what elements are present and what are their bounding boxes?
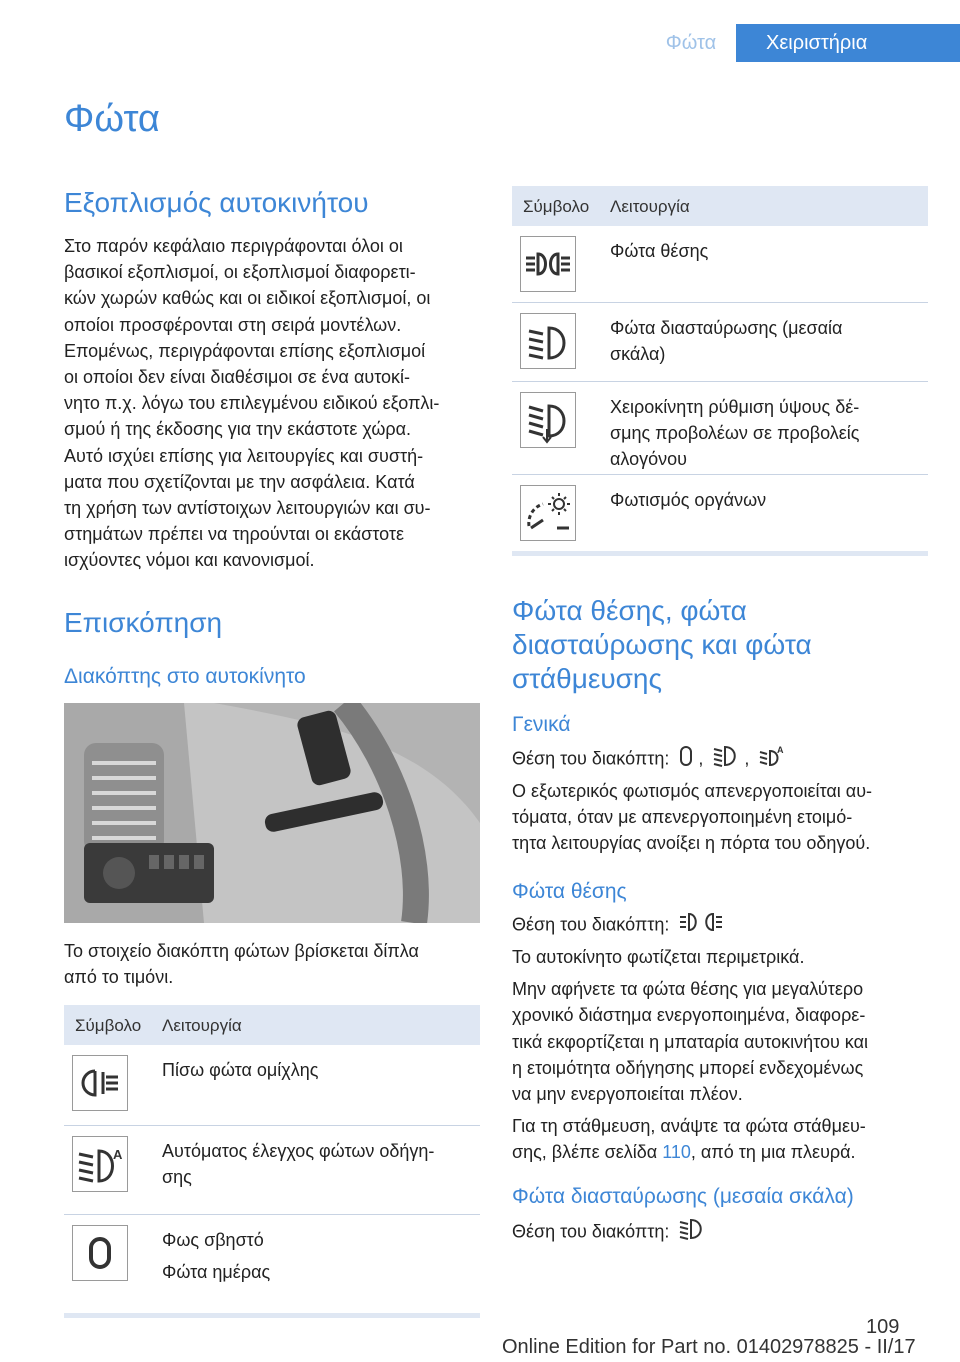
instrument-lighting-icon bbox=[520, 485, 576, 541]
table-row bbox=[512, 475, 928, 551]
page-link-110[interactable]: 110 bbox=[662, 1142, 691, 1163]
lights-off-icon bbox=[72, 1225, 128, 1281]
photo-illustration bbox=[64, 703, 480, 923]
function-text: Χειροκίνητη ρύθμιση ύψους δέ- σμης προβολέων σε προβολείς αλογόνου bbox=[610, 397, 860, 469]
table-row bbox=[64, 1045, 480, 1126]
lights-section-heading: Φώτα θέσης, φώτα διασταύρωσης και φώτα στάθμευσης bbox=[512, 595, 812, 694]
section-tab[interactable]: Χειριστήρια bbox=[736, 24, 960, 62]
equipment-heading: Εξοπλισμός αυτοκινήτου bbox=[64, 187, 369, 218]
equipment-paragraph: Στο παρόν κεφάλαιο περιγράφονται όλοι οι βασικοί εξοπλισμοί, οι εξοπλισμοί διαφορετι- κών χωρών καθώς και οι ειδικοί εξοπλισμοί, οι οποίοι προσφέρονται στη σειρά μοντέλων. Επομένως, περιγράφονται επίσης εξοπλισμοί οι οποίοι δεν είναι διαθέσιμοι σε ένα αυτοκί- νητο π.χ. λόγω του επιλεγμένου ειδικού εξοπλι- σμού ή της έκδοσης για την εκάστοτε χώρα. Αυτό ισχύει επίσης για λειτουργίες και συστή- ματα που σχετίζονται με την ασφάλεια. Κατά τη χρήση των αντίστοιχων λειτουργιών και συ- στημάτων πρέπει να τηρούνται οι εκάστοτε ισχύοντες νόμοι και κανονισμοί. bbox=[64, 236, 440, 571]
edition-footer: Online Edition for Part no. 01402978825 - II/17 bbox=[502, 1336, 916, 1358]
table-header bbox=[512, 186, 928, 226]
headlight-range-icon bbox=[520, 392, 576, 448]
table-row bbox=[64, 1126, 480, 1215]
function-text: Φώτα διασταύρωσης (μεσαία σκάλα) bbox=[610, 318, 843, 364]
parking-lights-icon bbox=[520, 236, 576, 292]
auto-headlight-icon bbox=[758, 745, 786, 774]
switch-position-lowbeam: Θέση του διακόπτη: bbox=[512, 1218, 942, 1247]
svg-text:A: A bbox=[777, 745, 784, 755]
col-function: Λειτουργία bbox=[162, 1016, 242, 1035]
auto-headlight-icon bbox=[72, 1136, 128, 1192]
chapter-tab[interactable]: Φώτα bbox=[665, 32, 717, 54]
function-text: Αυτόματος έλεγχος φώτων οδήγη- σης bbox=[162, 1141, 435, 1187]
function-text: Φωτισμός οργάνων bbox=[610, 490, 767, 510]
page-number: 109 bbox=[866, 1316, 900, 1338]
table-row bbox=[512, 382, 928, 475]
parking-paragraph: Το αυτοκίνητο φωτίζεται περιμετρικά. Μην αφήνετε τα φώτα θέσης για μεγαλύτερο χρονικό διάστημα ενεργοποιημένα, διαφορε- τικά εκφορτίζεται η μπαταρία αυτοκινήτου και η ετοιμότητα οδήγησης μπορεί ενδεχομένως να μην ενεργοποιείται πλέον. Για τη στάθμευση, ανάψτε τα φώτα στάθμευ- σης, βλέπε σελίδα 110, από τη μια πλευρά. bbox=[512, 947, 868, 1163]
low-beam-icon bbox=[520, 313, 576, 369]
parking-lights-heading: Φώτα θέσης bbox=[512, 880, 627, 903]
col-symbol: Σύμβολο bbox=[523, 197, 590, 216]
overview-heading: Επισκόπηση bbox=[64, 607, 223, 638]
switch-heading: Διακόπτης στο αυτοκίνητο bbox=[64, 665, 306, 688]
low-beam-icon bbox=[678, 1218, 706, 1247]
function-text: Πίσω φώτα ομίχλης bbox=[162, 1060, 319, 1080]
right-symbol-table bbox=[512, 186, 928, 556]
table-bottom-rule bbox=[512, 551, 928, 556]
low-beam-heading: Φώτα διασταύρωσης (μεσαία σκάλα) bbox=[512, 1185, 854, 1208]
table-row bbox=[512, 226, 928, 303]
light-switch-photo bbox=[64, 703, 480, 923]
switch-position-general: Θέση του διακόπτη: , , A bbox=[512, 745, 942, 774]
table-row bbox=[512, 303, 928, 382]
table-bottom-rule bbox=[64, 1313, 480, 1318]
general-heading: Γενικά bbox=[512, 713, 571, 736]
col-symbol: Σύμβολο bbox=[75, 1016, 142, 1035]
col-function: Λειτουργία bbox=[610, 197, 690, 216]
table-header bbox=[64, 1005, 480, 1045]
function-text: Φώτα θέσης bbox=[610, 241, 709, 261]
low-beam-icon bbox=[712, 745, 740, 774]
photo-caption: Το στοιχείο διακόπτη φώτων βρίσκεται δίπλα από το τιμόνι. bbox=[64, 941, 419, 988]
table-row bbox=[64, 1215, 480, 1313]
svg-text:A: A bbox=[113, 1147, 123, 1162]
left-symbol-table bbox=[64, 1005, 480, 1318]
switch-off-icon bbox=[678, 745, 694, 774]
function-text: Φως σβηστό Φώτα ημέρας bbox=[162, 1230, 271, 1282]
switch-position-parking: Θέση του διακόπτη: bbox=[512, 911, 942, 940]
rear-fog-light-icon bbox=[72, 1055, 128, 1111]
header-tabs bbox=[0, 24, 960, 62]
parking-lights-icon bbox=[678, 911, 724, 940]
page-title: Φώτα bbox=[64, 98, 160, 140]
general-paragraph: Ο εξωτερικός φωτισμός απενεργοποιείται αυ- τόματα, όταν με απενεργοποιημένη ετοιμό- τητα λειτουργίας ανοίξει η πόρτα του οδηγού. bbox=[512, 781, 873, 854]
